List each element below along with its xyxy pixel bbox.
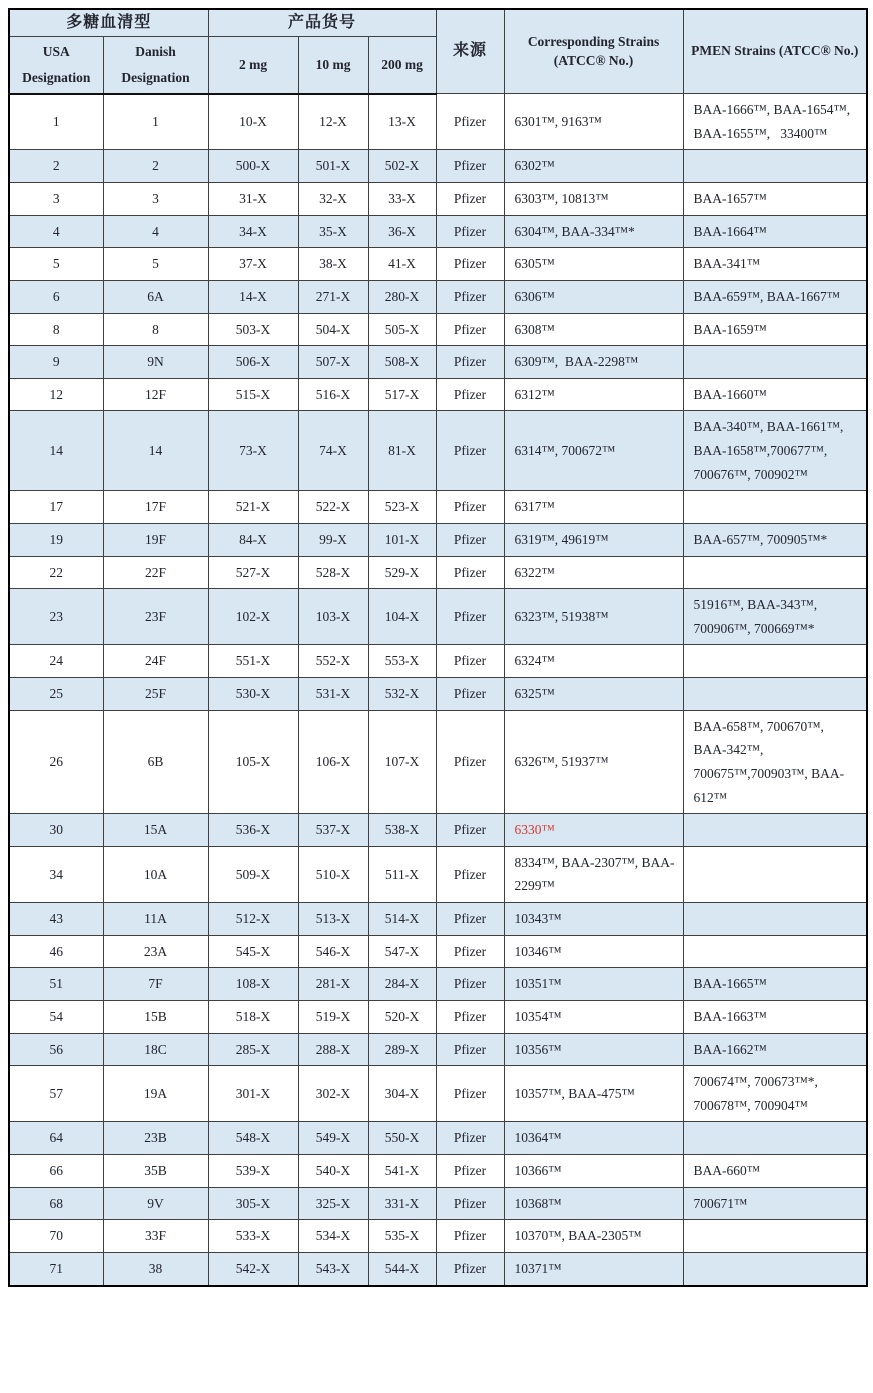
cell-usa-designation: 6 — [9, 280, 103, 313]
cell-source: Pfizer — [436, 1033, 504, 1066]
cell-usa-designation: 3 — [9, 183, 103, 216]
table-row — [9, 903, 867, 936]
cell-usa-designation: 57 — [9, 1066, 103, 1122]
cell-usa-designation: 66 — [9, 1155, 103, 1188]
cell-pmen-strains — [683, 150, 867, 183]
table-row — [9, 523, 867, 556]
cell-pmen-strains: 51916™, BAA-343™, 700906™, 700669™* — [683, 589, 867, 645]
cell-usa-designation: 2 — [9, 150, 103, 183]
cell-usa-designation: 26 — [9, 710, 103, 814]
table-row — [9, 1122, 867, 1155]
cell-source: Pfizer — [436, 378, 504, 411]
table-row — [9, 1252, 867, 1285]
table-row — [9, 645, 867, 678]
cell-pmen-strains: BAA-1657™ — [683, 183, 867, 216]
cell-10mg: 106-X — [298, 710, 368, 814]
cell-usa-designation: 46 — [9, 935, 103, 968]
cell-danish-designation: 1 — [103, 94, 208, 150]
cell-source: Pfizer — [436, 248, 504, 281]
cell-2mg: 285-X — [208, 1033, 298, 1066]
cell-corresponding-strains: 10368™ — [504, 1187, 683, 1220]
cell-10mg: 32-X — [298, 183, 368, 216]
cell-pmen-strains: BAA-340™, BAA-1661™, BAA-1658™,700677™, 700676™, 700902™ — [683, 411, 867, 491]
table-row — [9, 1220, 867, 1253]
cell-2mg: 37-X — [208, 248, 298, 281]
cell-source: Pfizer — [436, 280, 504, 313]
cell-corresponding-strains: 6326™, 51937™ — [504, 710, 683, 814]
cell-source: Pfizer — [436, 1000, 504, 1033]
table-row — [9, 183, 867, 216]
table-row — [9, 491, 867, 524]
serotype-strain-table — [8, 8, 868, 1287]
cell-10mg: 35-X — [298, 215, 368, 248]
cell-pmen-strains: BAA-1663™ — [683, 1000, 867, 1033]
cell-10mg: 281-X — [298, 968, 368, 1001]
cell-corresponding-strains: 6322™ — [504, 556, 683, 589]
cell-danish-designation: 11A — [103, 903, 208, 936]
cell-10mg: 302-X — [298, 1066, 368, 1122]
cell-pmen-strains — [683, 556, 867, 589]
cell-danish-designation: 19F — [103, 523, 208, 556]
cell-usa-designation: 8 — [9, 313, 103, 346]
table-row — [9, 248, 867, 281]
cell-danish-designation: 2 — [103, 150, 208, 183]
header-10mg: 10 mg — [298, 37, 368, 94]
cell-pmen-strains: BAA-1660™ — [683, 378, 867, 411]
cell-danish-designation: 8 — [103, 313, 208, 346]
cell-pmen-strains — [683, 1220, 867, 1253]
cell-danish-designation: 18C — [103, 1033, 208, 1066]
cell-usa-designation: 22 — [9, 556, 103, 589]
cell-200mg: 13-X — [368, 94, 436, 150]
cell-danish-designation: 10A — [103, 846, 208, 902]
cell-corresponding-strains: 6323™, 51938™ — [504, 589, 683, 645]
cell-2mg: 73-X — [208, 411, 298, 491]
cell-corresponding-strains: 6305™ — [504, 248, 683, 281]
cell-pmen-strains: 700671™ — [683, 1187, 867, 1220]
table-body — [9, 94, 867, 1286]
cell-usa-designation: 30 — [9, 814, 103, 847]
cell-source: Pfizer — [436, 903, 504, 936]
cell-danish-designation: 14 — [103, 411, 208, 491]
cell-200mg: 304-X — [368, 1066, 436, 1122]
cell-200mg: 547-X — [368, 935, 436, 968]
table-row — [9, 94, 867, 150]
cell-corresponding-strains: 6324™ — [504, 645, 683, 678]
cell-2mg: 521-X — [208, 491, 298, 524]
cell-danish-designation: 25F — [103, 678, 208, 711]
cell-2mg: 545-X — [208, 935, 298, 968]
cell-usa-designation: 9 — [9, 346, 103, 379]
cell-usa-designation: 1 — [9, 94, 103, 150]
cell-danish-designation: 24F — [103, 645, 208, 678]
cell-source: Pfizer — [436, 1187, 504, 1220]
table-row — [9, 846, 867, 902]
cell-danish-designation: 19A — [103, 1066, 208, 1122]
cell-10mg: 507-X — [298, 346, 368, 379]
cell-corresponding-strains: 6309™, BAA-2298™ — [504, 346, 683, 379]
cell-10mg: 271-X — [298, 280, 368, 313]
cell-2mg: 512-X — [208, 903, 298, 936]
cell-usa-designation: 64 — [9, 1122, 103, 1155]
header-corresponding-strains: Corresponding Strains (ATCC® No.) — [504, 9, 683, 94]
table-row — [9, 378, 867, 411]
cell-200mg: 41-X — [368, 248, 436, 281]
cell-2mg: 527-X — [208, 556, 298, 589]
cell-2mg: 31-X — [208, 183, 298, 216]
cell-source: Pfizer — [436, 589, 504, 645]
cell-10mg: 531-X — [298, 678, 368, 711]
cell-usa-designation: 56 — [9, 1033, 103, 1066]
cell-2mg: 503-X — [208, 313, 298, 346]
cell-pmen-strains: BAA-1666™, BAA-1654™, BAA-1655™, 33400™ — [683, 94, 867, 150]
cell-200mg: 36-X — [368, 215, 436, 248]
table-row — [9, 1187, 867, 1220]
cell-corresponding-strains: 6301™, 9163™ — [504, 94, 683, 150]
cell-pmen-strains — [683, 678, 867, 711]
header-group-row — [9, 9, 867, 37]
cell-corresponding-strains: 10366™ — [504, 1155, 683, 1188]
cell-10mg: 549-X — [298, 1122, 368, 1155]
cell-200mg: 284-X — [368, 968, 436, 1001]
cell-corresponding-strains: 10354™ — [504, 1000, 683, 1033]
cell-source: Pfizer — [436, 94, 504, 150]
cell-danish-designation: 35B — [103, 1155, 208, 1188]
cell-source: Pfizer — [436, 1155, 504, 1188]
cell-danish-designation: 15A — [103, 814, 208, 847]
cell-corresponding-strains: 10370™, BAA-2305™ — [504, 1220, 683, 1253]
cell-danish-designation: 23B — [103, 1122, 208, 1155]
cell-usa-designation: 51 — [9, 968, 103, 1001]
cell-200mg: 523-X — [368, 491, 436, 524]
cell-200mg: 541-X — [368, 1155, 436, 1188]
cell-200mg: 505-X — [368, 313, 436, 346]
cell-10mg: 513-X — [298, 903, 368, 936]
cell-2mg: 509-X — [208, 846, 298, 902]
header-source: 来源 — [436, 9, 504, 94]
cell-corresponding-strains: 10357™, BAA-475™ — [504, 1066, 683, 1122]
cell-pmen-strains — [683, 1252, 867, 1285]
cell-10mg: 325-X — [298, 1187, 368, 1220]
cell-pmen-strains: BAA-1662™ — [683, 1033, 867, 1066]
cell-corresponding-strains: 10356™ — [504, 1033, 683, 1066]
cell-pmen-strains: BAA-1664™ — [683, 215, 867, 248]
cell-10mg: 543-X — [298, 1252, 368, 1285]
cell-corresponding-strains: 6306™ — [504, 280, 683, 313]
table-row — [9, 968, 867, 1001]
cell-source: Pfizer — [436, 1252, 504, 1285]
cell-2mg: 542-X — [208, 1252, 298, 1285]
cell-10mg: 288-X — [298, 1033, 368, 1066]
cell-corresponding-strains: 8334™, BAA-2307™, BAA-2299™ — [504, 846, 683, 902]
cell-2mg: 530-X — [208, 678, 298, 711]
cell-pmen-strains — [683, 814, 867, 847]
cell-source: Pfizer — [436, 346, 504, 379]
cell-corresponding-strains: 6325™ — [504, 678, 683, 711]
cell-pmen-strains — [683, 645, 867, 678]
cell-corresponding-strains: 6303™, 10813™ — [504, 183, 683, 216]
cell-corresponding-strains: 10371™ — [504, 1252, 683, 1285]
cell-usa-designation: 24 — [9, 645, 103, 678]
table-row — [9, 814, 867, 847]
table-row — [9, 346, 867, 379]
cell-danish-designation: 6B — [103, 710, 208, 814]
header-pmen-strains: PMEN Strains (ATCC® No.) — [683, 9, 867, 94]
cell-200mg: 550-X — [368, 1122, 436, 1155]
cell-2mg: 518-X — [208, 1000, 298, 1033]
cell-danish-designation: 9V — [103, 1187, 208, 1220]
cell-10mg: 38-X — [298, 248, 368, 281]
cell-corresponding-strains: 6312™ — [504, 378, 683, 411]
cell-usa-designation: 23 — [9, 589, 103, 645]
cell-200mg: 517-X — [368, 378, 436, 411]
cell-10mg: 552-X — [298, 645, 368, 678]
table-row — [9, 280, 867, 313]
cell-10mg: 528-X — [298, 556, 368, 589]
cell-2mg: 84-X — [208, 523, 298, 556]
table-row — [9, 1000, 867, 1033]
cell-200mg: 289-X — [368, 1033, 436, 1066]
cell-danish-designation: 22F — [103, 556, 208, 589]
cell-2mg: 102-X — [208, 589, 298, 645]
cell-200mg: 33-X — [368, 183, 436, 216]
cell-source: Pfizer — [436, 1066, 504, 1122]
cell-10mg: 501-X — [298, 150, 368, 183]
table-row — [9, 1033, 867, 1066]
cell-source: Pfizer — [436, 491, 504, 524]
cell-2mg: 14-X — [208, 280, 298, 313]
cell-pmen-strains: BAA-341™ — [683, 248, 867, 281]
cell-corresponding-strains: 6302™ — [504, 150, 683, 183]
cell-10mg: 546-X — [298, 935, 368, 968]
cell-usa-designation: 12 — [9, 378, 103, 411]
cell-10mg: 534-X — [298, 1220, 368, 1253]
cell-10mg: 103-X — [298, 589, 368, 645]
cell-200mg: 529-X — [368, 556, 436, 589]
cell-pmen-strains — [683, 846, 867, 902]
cell-source: Pfizer — [436, 183, 504, 216]
cell-danish-designation: 33F — [103, 1220, 208, 1253]
table-row — [9, 710, 867, 814]
table-row — [9, 935, 867, 968]
cell-200mg: 514-X — [368, 903, 436, 936]
cell-danish-designation: 5 — [103, 248, 208, 281]
cell-pmen-strains: BAA-660™ — [683, 1155, 867, 1188]
cell-pmen-strains — [683, 903, 867, 936]
cell-10mg: 12-X — [298, 94, 368, 150]
cell-pmen-strains: BAA-1659™ — [683, 313, 867, 346]
table-row — [9, 411, 867, 491]
cell-danish-designation: 38 — [103, 1252, 208, 1285]
cell-2mg: 301-X — [208, 1066, 298, 1122]
cell-200mg: 535-X — [368, 1220, 436, 1253]
cell-source: Pfizer — [436, 313, 504, 346]
cell-200mg: 511-X — [368, 846, 436, 902]
cell-200mg: 331-X — [368, 1187, 436, 1220]
cell-200mg: 553-X — [368, 645, 436, 678]
cell-10mg: 537-X — [298, 814, 368, 847]
cell-10mg: 74-X — [298, 411, 368, 491]
cell-usa-designation: 70 — [9, 1220, 103, 1253]
cell-10mg: 510-X — [298, 846, 368, 902]
cell-usa-designation: 25 — [9, 678, 103, 711]
cell-10mg: 540-X — [298, 1155, 368, 1188]
cell-danish-designation: 15B — [103, 1000, 208, 1033]
cell-danish-designation: 9N — [103, 346, 208, 379]
cell-2mg: 536-X — [208, 814, 298, 847]
cell-usa-designation: 4 — [9, 215, 103, 248]
cell-source: Pfizer — [436, 678, 504, 711]
cell-usa-designation: 71 — [9, 1252, 103, 1285]
cell-200mg: 520-X — [368, 1000, 436, 1033]
table-row — [9, 556, 867, 589]
cell-source: Pfizer — [436, 846, 504, 902]
table-row — [9, 150, 867, 183]
cell-danish-designation: 6A — [103, 280, 208, 313]
cell-usa-designation: 5 — [9, 248, 103, 281]
cell-200mg: 544-X — [368, 1252, 436, 1285]
cell-corresponding-strains: 6330™ — [504, 814, 683, 847]
cell-200mg: 280-X — [368, 280, 436, 313]
cell-danish-designation: 4 — [103, 215, 208, 248]
cell-danish-designation: 17F — [103, 491, 208, 524]
cell-usa-designation: 17 — [9, 491, 103, 524]
cell-usa-designation: 14 — [9, 411, 103, 491]
cell-source: Pfizer — [436, 814, 504, 847]
cell-usa-designation: 19 — [9, 523, 103, 556]
cell-200mg: 538-X — [368, 814, 436, 847]
cell-corresponding-strains: 6314™, 700672™ — [504, 411, 683, 491]
cell-10mg: 504-X — [298, 313, 368, 346]
cell-2mg: 10-X — [208, 94, 298, 150]
cell-pmen-strains — [683, 491, 867, 524]
cell-usa-designation: 43 — [9, 903, 103, 936]
cell-source: Pfizer — [436, 1220, 504, 1253]
cell-source: Pfizer — [436, 968, 504, 1001]
cell-corresponding-strains: 6308™ — [504, 313, 683, 346]
header-catalog-group: 产品货号 — [208, 9, 436, 37]
cell-200mg: 101-X — [368, 523, 436, 556]
header-2mg: 2 mg — [208, 37, 298, 94]
cell-2mg: 305-X — [208, 1187, 298, 1220]
cell-usa-designation: 68 — [9, 1187, 103, 1220]
cell-source: Pfizer — [436, 150, 504, 183]
table-row — [9, 1066, 867, 1122]
cell-pmen-strains: 700674™, 700673™*, 700678™, 700904™ — [683, 1066, 867, 1122]
cell-10mg: 519-X — [298, 1000, 368, 1033]
cell-source: Pfizer — [436, 935, 504, 968]
cell-200mg: 508-X — [368, 346, 436, 379]
cell-danish-designation: 3 — [103, 183, 208, 216]
cell-source: Pfizer — [436, 710, 504, 814]
cell-corresponding-strains: 10343™ — [504, 903, 683, 936]
cell-2mg: 551-X — [208, 645, 298, 678]
cell-corresponding-strains: 6317™ — [504, 491, 683, 524]
cell-usa-designation: 54 — [9, 1000, 103, 1033]
table-header — [9, 9, 867, 94]
cell-corresponding-strains: 10364™ — [504, 1122, 683, 1155]
cell-2mg: 500-X — [208, 150, 298, 183]
cell-200mg: 81-X — [368, 411, 436, 491]
cell-pmen-strains — [683, 935, 867, 968]
cell-danish-designation: 23F — [103, 589, 208, 645]
cell-10mg: 516-X — [298, 378, 368, 411]
cell-10mg: 522-X — [298, 491, 368, 524]
cell-pmen-strains: BAA-657™, 700905™* — [683, 523, 867, 556]
cell-10mg: 99-X — [298, 523, 368, 556]
cell-source: Pfizer — [436, 645, 504, 678]
cell-2mg: 515-X — [208, 378, 298, 411]
cell-2mg: 533-X — [208, 1220, 298, 1253]
cell-danish-designation: 12F — [103, 378, 208, 411]
cell-pmen-strains — [683, 1122, 867, 1155]
cell-pmen-strains: BAA-1665™ — [683, 968, 867, 1001]
header-200mg: 200 mg — [368, 37, 436, 94]
cell-source: Pfizer — [436, 523, 504, 556]
cell-200mg: 532-X — [368, 678, 436, 711]
cell-200mg: 502-X — [368, 150, 436, 183]
cell-2mg: 539-X — [208, 1155, 298, 1188]
cell-danish-designation: 7F — [103, 968, 208, 1001]
table-row — [9, 678, 867, 711]
cell-source: Pfizer — [436, 1122, 504, 1155]
cell-corresponding-strains: 6304™, BAA-334™* — [504, 215, 683, 248]
table-row — [9, 215, 867, 248]
cell-2mg: 105-X — [208, 710, 298, 814]
cell-pmen-strains — [683, 346, 867, 379]
cell-pmen-strains: BAA-659™, BAA-1667™ — [683, 280, 867, 313]
cell-pmen-strains: BAA-658™, 700670™, BAA-342™, 700675™,700903™, BAA-612™ — [683, 710, 867, 814]
header-usa-designation: USA Designation — [9, 37, 103, 94]
cell-2mg: 548-X — [208, 1122, 298, 1155]
cell-corresponding-strains: 10346™ — [504, 935, 683, 968]
cell-source: Pfizer — [436, 556, 504, 589]
cell-usa-designation: 34 — [9, 846, 103, 902]
cell-corresponding-strains: 10351™ — [504, 968, 683, 1001]
table-row — [9, 1155, 867, 1188]
header-serotype-group: 多糖血清型 — [9, 9, 208, 37]
table-row — [9, 313, 867, 346]
table-row — [9, 589, 867, 645]
cell-2mg: 506-X — [208, 346, 298, 379]
cell-danish-designation: 23A — [103, 935, 208, 968]
cell-2mg: 34-X — [208, 215, 298, 248]
cell-source: Pfizer — [436, 215, 504, 248]
cell-200mg: 107-X — [368, 710, 436, 814]
cell-2mg: 108-X — [208, 968, 298, 1001]
header-danish-designation: Danish Designation — [103, 37, 208, 94]
cell-200mg: 104-X — [368, 589, 436, 645]
cell-corresponding-strains: 6319™, 49619™ — [504, 523, 683, 556]
cell-source: Pfizer — [436, 411, 504, 491]
